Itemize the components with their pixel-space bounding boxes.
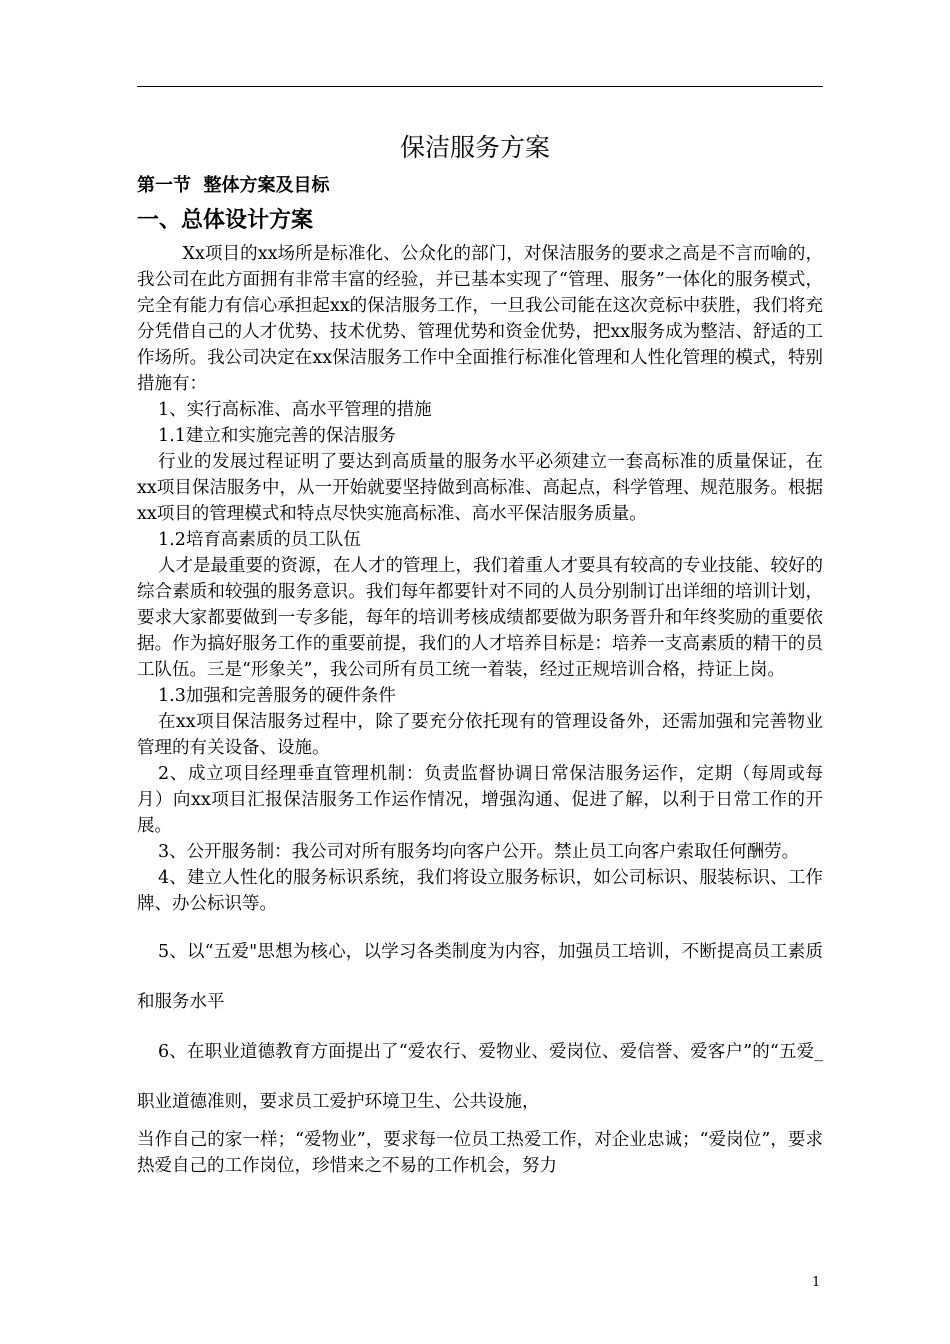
header-rule [137,86,823,87]
paragraph: 2、成立项目经理垂直管理机制：负责监督协调日常保洁服务运作，定期（每周或每月）向xx项目汇报保洁服务工作运作情况，增强沟通、促进了解，以利于日常工作的开展。 [137,764,823,836]
paragraph: 1、实行高标准、高水平管理的措施 [158,400,432,420]
section-heading: 第一节 整体方案及目标 [137,175,330,196]
paragraph: Xx项目的xx场所是标准化、公众化的部门，对保洁服务的要求之高是不言而喻的，我公司在此方面拥有非常丰富的经验，并已基本实现了“管理、服务”一体化的服务模式，完全有能力有信心承担起xx的保洁服务工作，一旦我公司能在这次竞标中获胜，我们将充分凭借自己的人才优势、技术优势、管理优势和资金优势，把xx服务成为整洁、舒适的工作场所。我公司决定在xx保洁服务工作中全面推行标准化管理和人性化管理的模式，特别措施有： [137,244,823,394]
paragraph: 4、建立人性化的服务标识系统，我们将设立服务标识，如公司标识、服装标识、工作牌、办公标识等。 [137,868,823,914]
subheading: 一、总体设计方案 [137,208,314,233]
paragraph: 人才是最重要的资源，在人才的管理上，我们着重人才要具有较高的专业技能、较好的综合素质和较强的服务意识。我们每年都要针对不同的人员分别制订出详细的培训计划，要求大家都要做到一专多能，每年的培训考核成绩都要做为职务晋升和年终奖励的重要依据。作为搞好服务工作的重要前提，我们的人才培养目标是：培养一支高素质的精干的员工队伍。三是“形象关”，我公司所有员工统一着装，经过正规培训合格，持证上岗。 [137,556,823,680]
paragraph: 1.1建立和实施完善的保洁服务 [158,426,396,446]
paragraph: 3、公开服务制：我公司对所有服务均向客户公开。禁止员工向客户索取任何酬劳。 [158,842,800,862]
page-number: 1 [812,1275,821,1290]
paragraph: 6、在职业道德教育方面提出了“爱农行、爱物业、爱岗位、爱信誉、爱客户”的“五爱_职业道德准则，要求员工爱护环境卫生、公共设施， [137,1042,823,1112]
paragraph: 在xx项目保洁服务过程中，除了要充分依托现有的管理设备外，还需加强和完善物业管理的有关设备、设施。 [137,712,823,758]
paragraph: 5、以“五爱"思想为核心，以学习各类制度为内容，加强员工培训，不断提高员工素质和服务水平 [137,942,823,1012]
paragraph: 当作自己的家一样；“爱物业”，要求每一位员工热爱工作，对企业忠诚；“爱岗位”，要求热爱自己的工作岗位，珍惜来之不易的工作机会，努力 [137,1130,823,1176]
paragraph: 行业的发展过程证明了要达到高质量的服务水平必须建立一套高标准的质量保证，在xx项目保洁服务中，从一开始就要坚持做到高标准、高起点，科学管理、规范服务。根据xx项目的管理模式和特点尽快实施高标准、高水平保洁服务质量。 [137,452,823,524]
paragraph: 1.2培育高素质的员工队伍 [158,530,361,550]
paragraph: 1.3加强和完善服务的硬件条件 [158,686,396,706]
page-title: 保洁服务方案 [399,133,550,162]
document-body [137,241,823,1179]
